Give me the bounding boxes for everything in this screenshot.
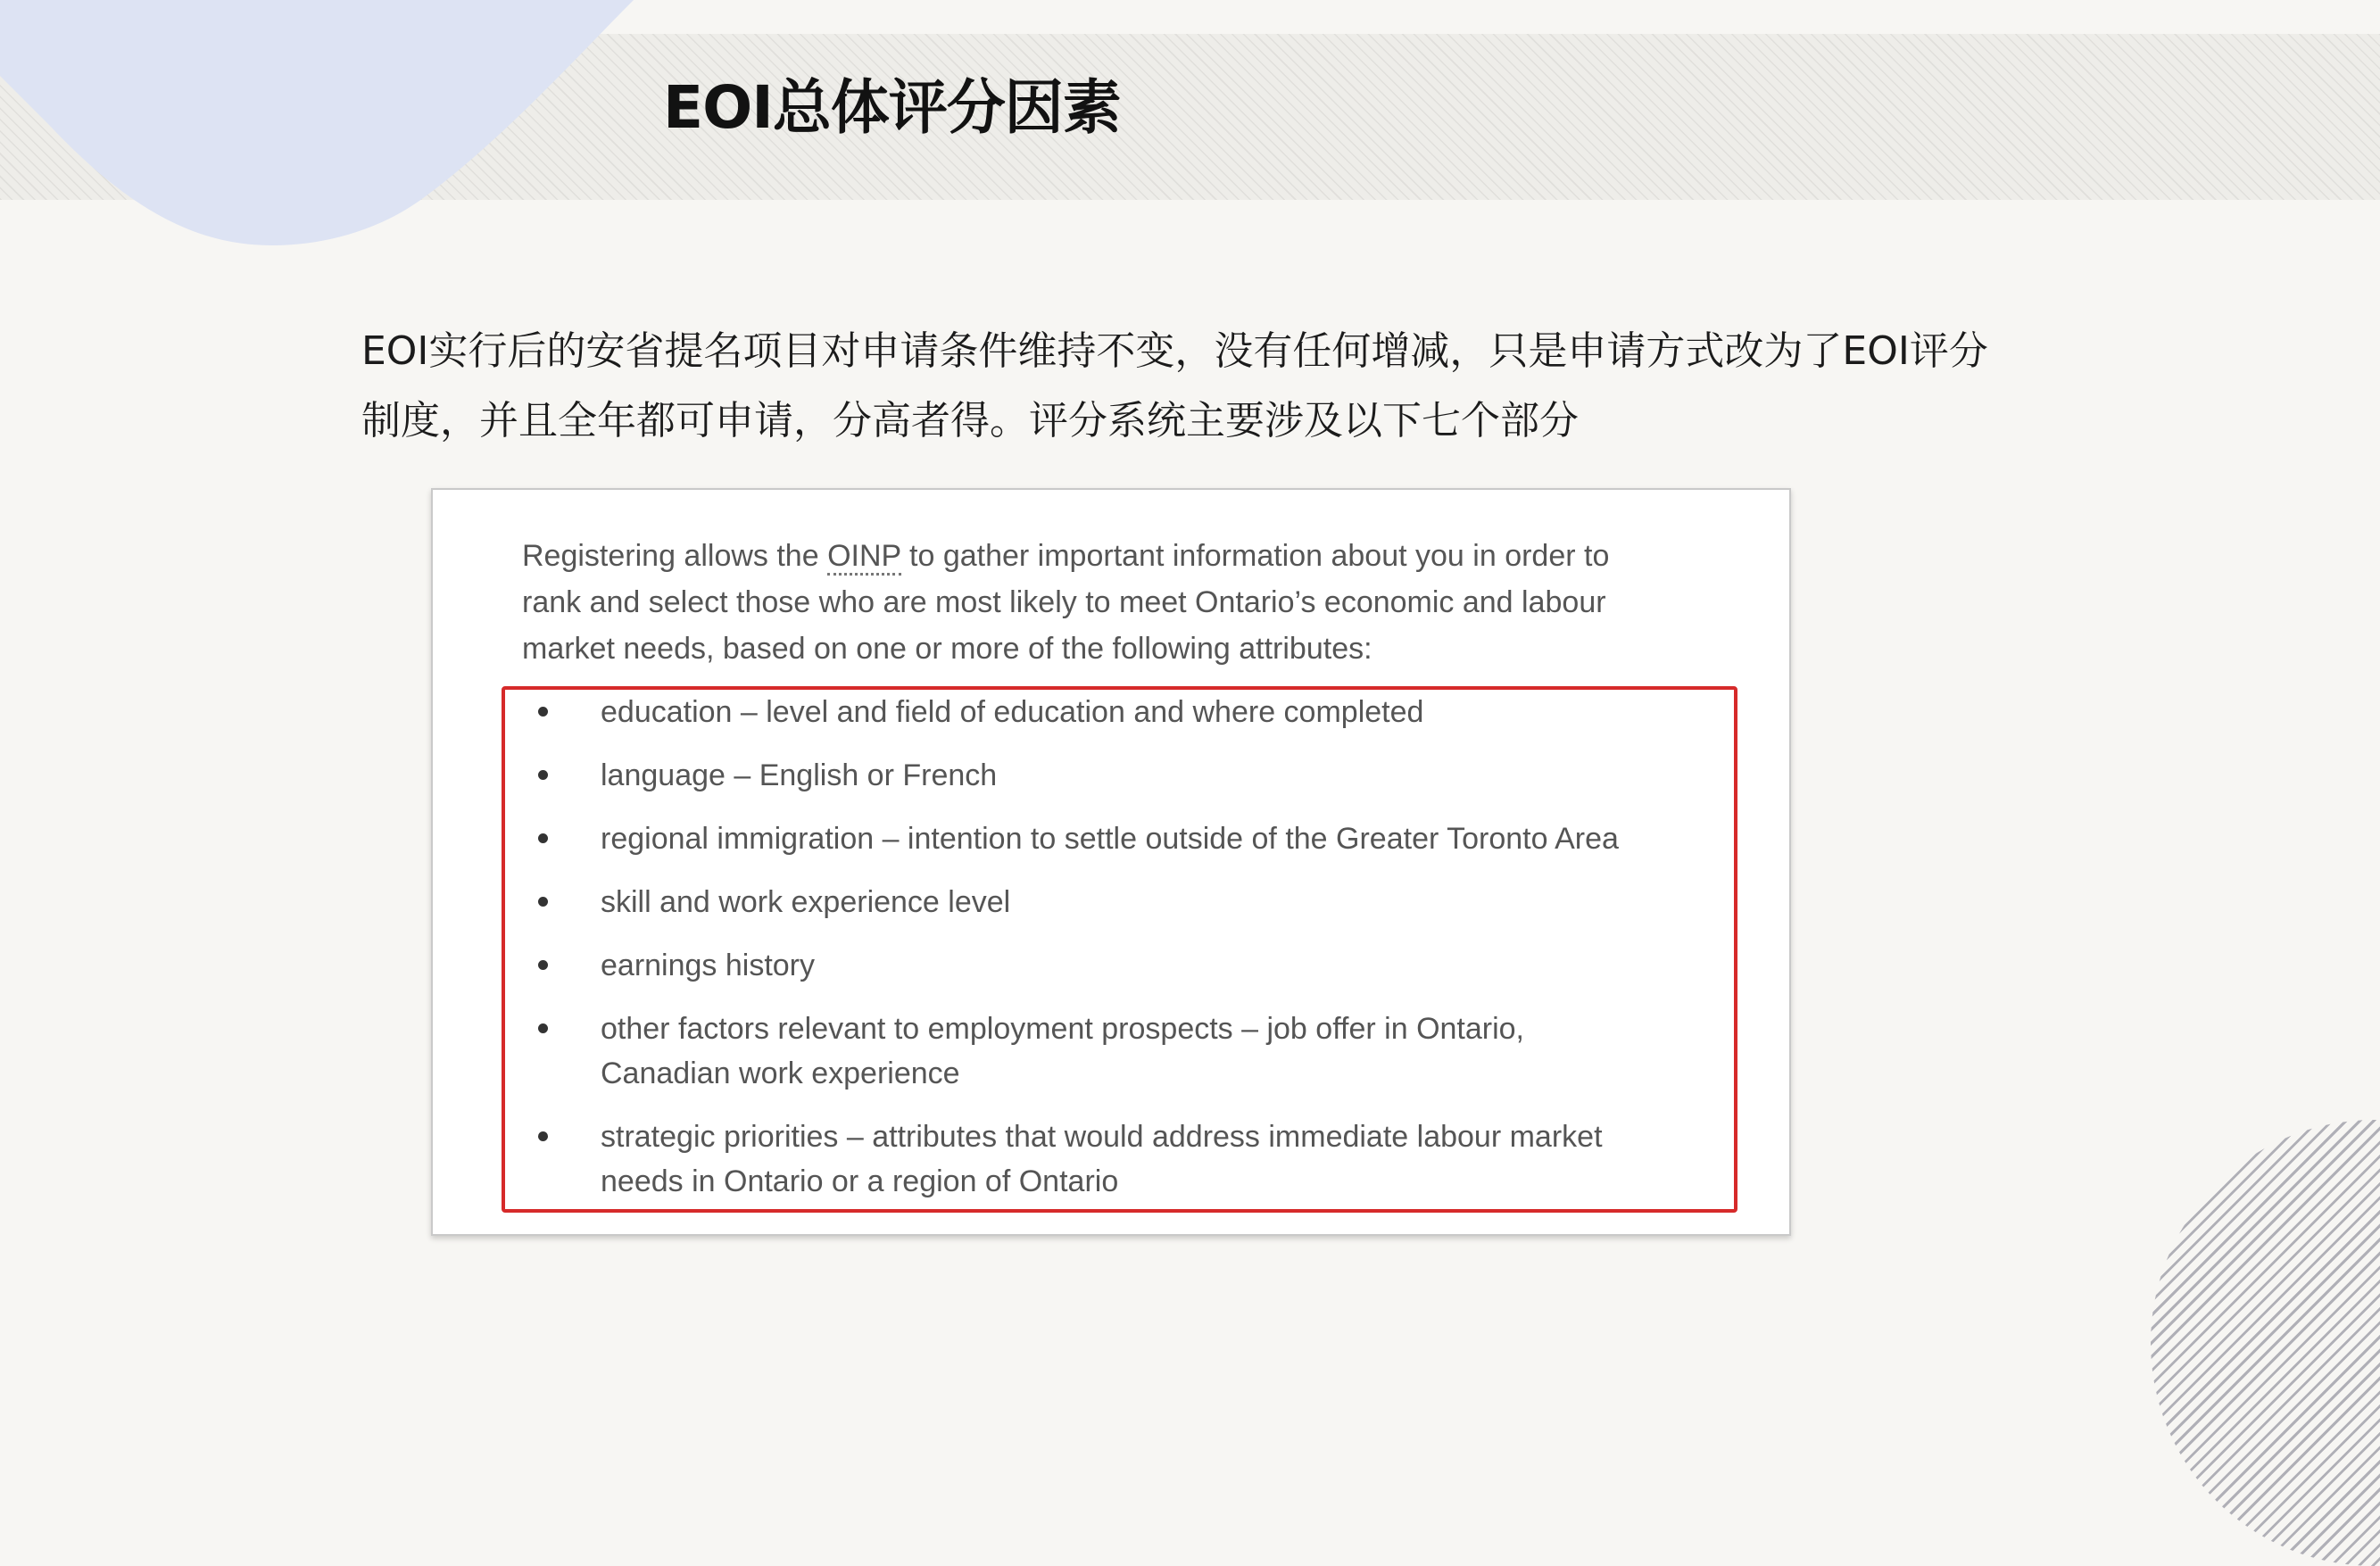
bullet-icon [538,707,548,717]
page-title: EOI总体评分因素 [663,73,1121,142]
excerpt-intro-line: market needs, based on one or more of the following attributes: [522,632,1372,666]
excerpt-intro-line: rank and select those who are most likely to meet Ontario’s economic and labour [522,585,1606,619]
attribute-text: other factors relevant to employment prospects – job offer in Ontario, [601,1012,1525,1046]
attribute-item [522,816,1736,861]
excerpt-intro-line [522,533,1754,579]
intro-line: EOI实行后的安省提名项目对申请条件维持不变，没有任何增减，只是申请方式改为了EOI评分 [361,328,1988,374]
attribute-item [522,753,1736,798]
attribute-item [522,880,1736,924]
attribute-text: Canadian work experience [601,1056,960,1090]
attribute-text: strategic priorities – attributes that would address immediate labour market [601,1120,1603,1154]
excerpt-intro-text: to gather important information about you in order to [900,539,1610,573]
intro-line: 制度，并且全年都可申请，分高者得。评分系统主要涉及以下七个部分 [361,398,1579,443]
attribute-text: regional immigration – intention to settle outside of the Greater Toronto Area [601,822,1619,856]
bullet-icon [538,960,548,970]
corner-stripes-decoration [2151,1120,2380,1566]
bullet-icon [538,1131,548,1141]
bullet-icon [538,897,548,907]
attribute-item [522,690,1736,734]
excerpt-intro [522,533,1754,672]
bullet-icon [538,833,548,843]
attribute-text: skill and work experience level [601,885,1011,919]
attribute-text: earnings history [601,949,816,982]
bullet-icon [538,770,548,780]
attribute-item [522,1007,1736,1096]
attribute-item [522,943,1736,988]
intro-paragraph [361,317,1986,456]
attribute-text: education – level and field of education and where completed [601,695,1424,729]
bullet-icon [538,1023,548,1033]
attribute-text: needs in Ontario or a region of Ontario [601,1164,1119,1198]
excerpt-screenshot [431,488,1791,1236]
excerpt-intro-text: Registering allows the [522,539,828,573]
attribute-text: language – English or French [601,758,998,792]
attributes-list [522,690,1736,1222]
oinp-abbreviation[interactable]: OINP [827,539,901,576]
attribute-item [522,1114,1736,1204]
